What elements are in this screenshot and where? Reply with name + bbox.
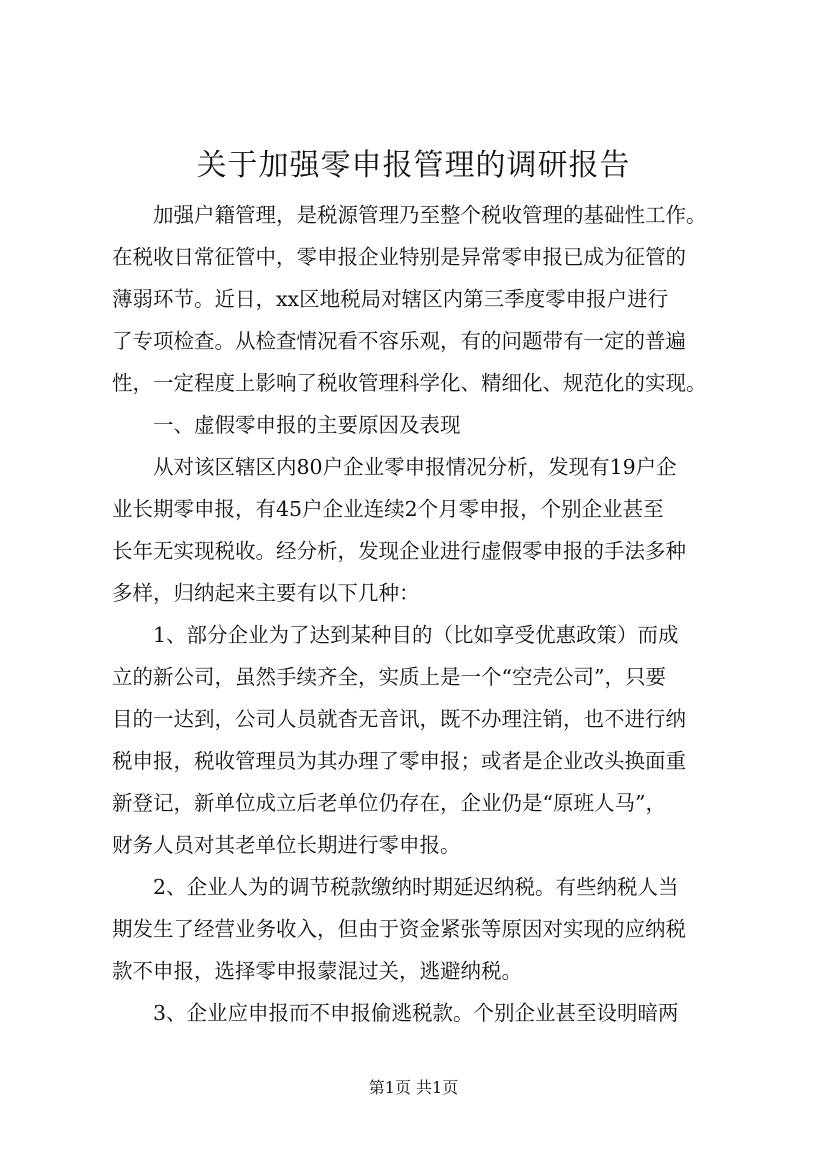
text-line: 从对该区辖区内80户企业零申报情况分析，发现有19户企 xyxy=(153,455,677,479)
text-line: 3、企业应申报而不申报偷逃税款。个别企业甚至设明暗两 xyxy=(153,1001,679,1025)
text-line: 在税收日常征管中，零申报企业特别是异常零申报已成为征管的 xyxy=(112,245,686,269)
text-line: 目的一达到，公司人员就杳无音讯，既不办理注销，也不进行纳 xyxy=(112,707,686,731)
section-heading xyxy=(112,404,722,446)
paragraph-analysis xyxy=(112,446,722,614)
text-line: 财务人员对其老单位长期进行零申报。 xyxy=(112,833,461,857)
paragraph-item-3 xyxy=(112,992,722,1034)
paragraph-item-2 xyxy=(112,866,722,992)
text-line: 1、部分企业为了达到某种目的（比如享受优惠政策）而成 xyxy=(153,623,679,647)
text-line: 加强户籍管理，是税源管理乃至整个税收管理的基础性工作。 xyxy=(153,203,707,227)
text-line: 立的新公司，虽然手续齐全，实质上是一个“空壳公司”，只要 xyxy=(112,665,666,689)
text-line: 税申报，税收管理员为其办理了零申报；或者是企业改头换面重 xyxy=(112,749,686,773)
text-line: 性，一定程度上影响了税收管理科学化、精细化、规范化的实现。 xyxy=(112,371,707,395)
document-title: 关于加强零申报管理的调研报告 xyxy=(196,148,631,183)
text-line: 款不申报，选择零申报蒙混过关，逃避纳税。 xyxy=(112,959,522,983)
text-line: 了专项检查。从检查情况看不容乐观，有的问题带有一定的普遍 xyxy=(112,329,686,353)
text-line: 业长期零申报，有45户企业连续2个月零申报，个别企业甚至 xyxy=(112,497,664,521)
text-line: 薄弱环节。近日，xx区地税局对辖区内第三季度零申报户进行 xyxy=(112,287,669,311)
text-line: 2、企业人为的调节税款缴纳时期延迟纳税。有些纳税人当 xyxy=(153,875,679,899)
text-line: 期发生了经营业务收入，但由于资金紧张等原因对实现的应纳税 xyxy=(112,917,686,941)
text-line: 新登记，新单位成立后老单位仍存在，企业仍是“原班人马”， xyxy=(112,791,666,815)
paragraph-item-1 xyxy=(112,614,722,866)
paragraph-intro xyxy=(112,194,722,404)
text-line: 多样，归纳起来主要有以下几种： xyxy=(112,581,420,605)
page-footer: 第1页 共1页 xyxy=(368,1078,459,1097)
document-body xyxy=(112,194,722,1034)
text-line: 长年无实现税收。经分析，发现企业进行虚假零申报的手法多种 xyxy=(112,539,686,563)
text-line: 一、虚假零申报的主要原因及表现 xyxy=(153,413,461,437)
